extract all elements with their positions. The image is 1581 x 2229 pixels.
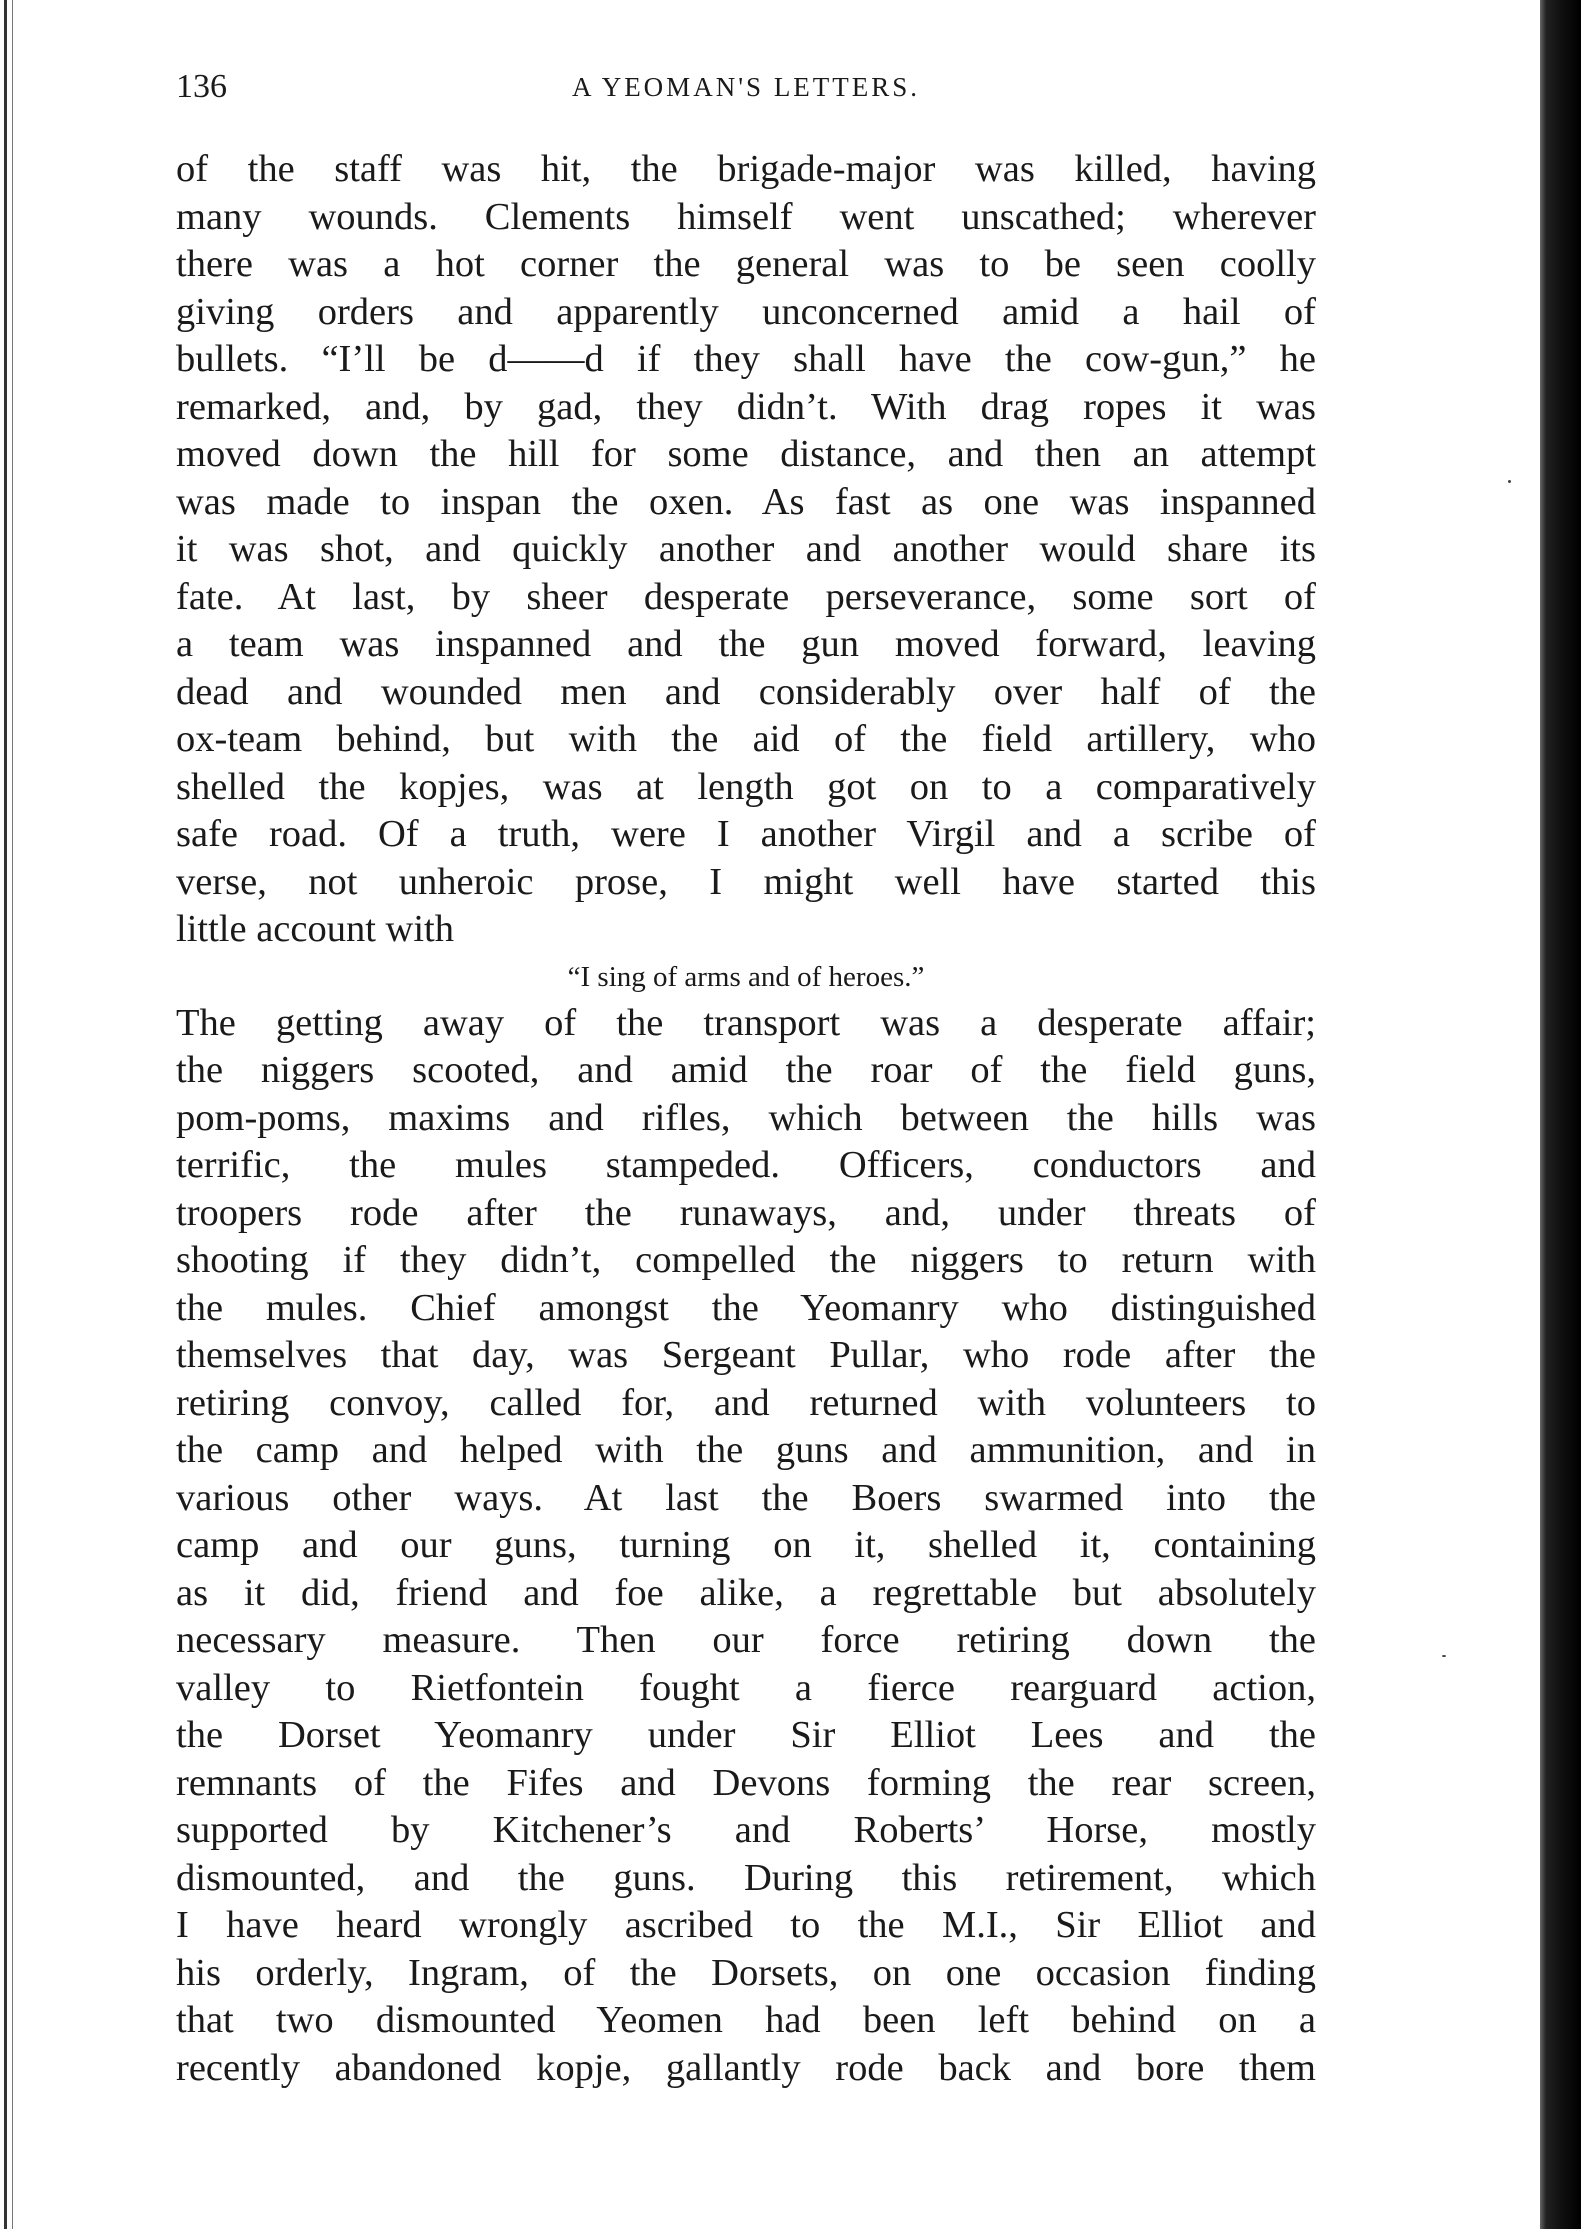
text-line: it was shot, and quickly another and another would share its bbox=[176, 528, 1316, 570]
text-line: troopers rode after the runaways, and, under threats of bbox=[176, 1191, 1316, 1234]
text-line: remarked, and, by gad, they didn’t. With drag ropes it was bbox=[176, 385, 1316, 428]
body-text bbox=[176, 146, 1316, 2092]
text-line: many wounds. Clements himself went unscathed; wherever bbox=[176, 195, 1316, 238]
text-line: a team was inspanned and the gun moved forward, leaving bbox=[176, 623, 1316, 665]
text-line: moved down the hill for some distance, and then an attempt bbox=[176, 433, 1316, 475]
text-line: the Dorset Yeomanry under Sir Elliot Lees and the bbox=[176, 1714, 1316, 1756]
text-line: was made to inspan the oxen. As fast as one was inspanned bbox=[176, 480, 1316, 523]
text-line: I have heard wrongly ascribed to the M.I., Sir Elliot and bbox=[176, 1904, 1316, 1946]
text-line: verse, not unheroic prose, I might well have started this bbox=[176, 860, 1316, 903]
block-quotation: “I sing of arms and of heroes.” bbox=[567, 960, 925, 993]
text-line: shelled the kopjes, was at length got on to a comparatively bbox=[176, 765, 1316, 808]
text-line: the niggers scooted, and amid the roar of the field guns, bbox=[176, 1049, 1316, 1091]
text-line: terrific, the mules stampeded. Officers, conductors and bbox=[176, 1144, 1316, 1186]
text-line: themselves that day, was Sergeant Pullar, who rode after the bbox=[176, 1334, 1316, 1376]
text-line: the camp and helped with the guns and ammunition, and in bbox=[176, 1429, 1316, 1471]
text-line: little account with bbox=[176, 908, 454, 950]
text-line: camp and our guns, turning on it, shelled it, containing bbox=[176, 1524, 1316, 1566]
text-line: the mules. Chief amongst the Yeomanry who distinguished bbox=[176, 1286, 1316, 1329]
text-line: that two dismounted Yeomen had been left behind on a bbox=[176, 1999, 1316, 2041]
text-line: necessary measure. Then our force retiring down the bbox=[176, 1619, 1316, 1661]
text-line: dismounted, and the guns. During this retirement, which bbox=[176, 1856, 1316, 1899]
text-line: dead and wounded men and considerably over half of the bbox=[176, 670, 1316, 713]
text-line: giving orders and apparently unconcerned amid a hail of bbox=[176, 290, 1316, 333]
text-line: ox-team behind, but with the aid of the field artillery, who bbox=[176, 718, 1316, 760]
text-line: safe road. Of a truth, were I another Virgil and a scribe of bbox=[176, 813, 1316, 855]
text-line: various other ways. At last the Boers swarmed into the bbox=[176, 1476, 1316, 1519]
paragraph-1 bbox=[176, 146, 1316, 954]
text-line: his orderly, Ingram, of the Dorsets, on one occasion finding bbox=[176, 1951, 1316, 1994]
text-line: pom-poms, maxims and rifles, which between the hills was bbox=[176, 1096, 1316, 1139]
text-line: remnants of the Fifes and Devons forming the rear screen, bbox=[176, 1761, 1316, 1804]
text-line: supported by Kitchener’s and Roberts’ Horse, mostly bbox=[176, 1809, 1316, 1851]
text-line: as it did, friend and foe alike, a regrettable but absolutely bbox=[176, 1571, 1316, 1614]
text-line: retiring convoy, called for, and returned with volunteers to bbox=[176, 1381, 1316, 1424]
scan-speck bbox=[1442, 1655, 1446, 1657]
text-line: bullets. “I’ll be d——d if they shall have the cow-gun,” he bbox=[176, 338, 1316, 380]
text-line: fate. At last, by sheer desperate perseverance, some sort of bbox=[176, 575, 1316, 618]
text-line: The getting away of the transport was a desperate affair; bbox=[176, 1001, 1316, 1044]
text-line: there was a hot corner the general was to be seen coolly bbox=[176, 243, 1316, 285]
binding-edge-inner-line bbox=[12, 0, 13, 2229]
text-line: of the staff was hit, the brigade-major was killed, having bbox=[176, 148, 1316, 190]
page-header bbox=[176, 62, 1316, 112]
paragraph-2 bbox=[176, 1000, 1316, 2093]
scan-border-right bbox=[1540, 0, 1581, 2229]
text-line: recently abandoned kopje, gallantly rode back and bore them bbox=[176, 2046, 1316, 2089]
binding-edge-line bbox=[4, 0, 7, 2229]
scan-speck bbox=[1508, 480, 1511, 483]
text-line: shooting if they didn’t, compelled the niggers to return with bbox=[176, 1239, 1316, 1281]
page-number: 136 bbox=[176, 68, 227, 105]
text-line: valley to Rietfontein fought a fierce rearguard action, bbox=[176, 1666, 1316, 1709]
running-title: A YEOMAN'S LETTERS. bbox=[571, 72, 921, 102]
